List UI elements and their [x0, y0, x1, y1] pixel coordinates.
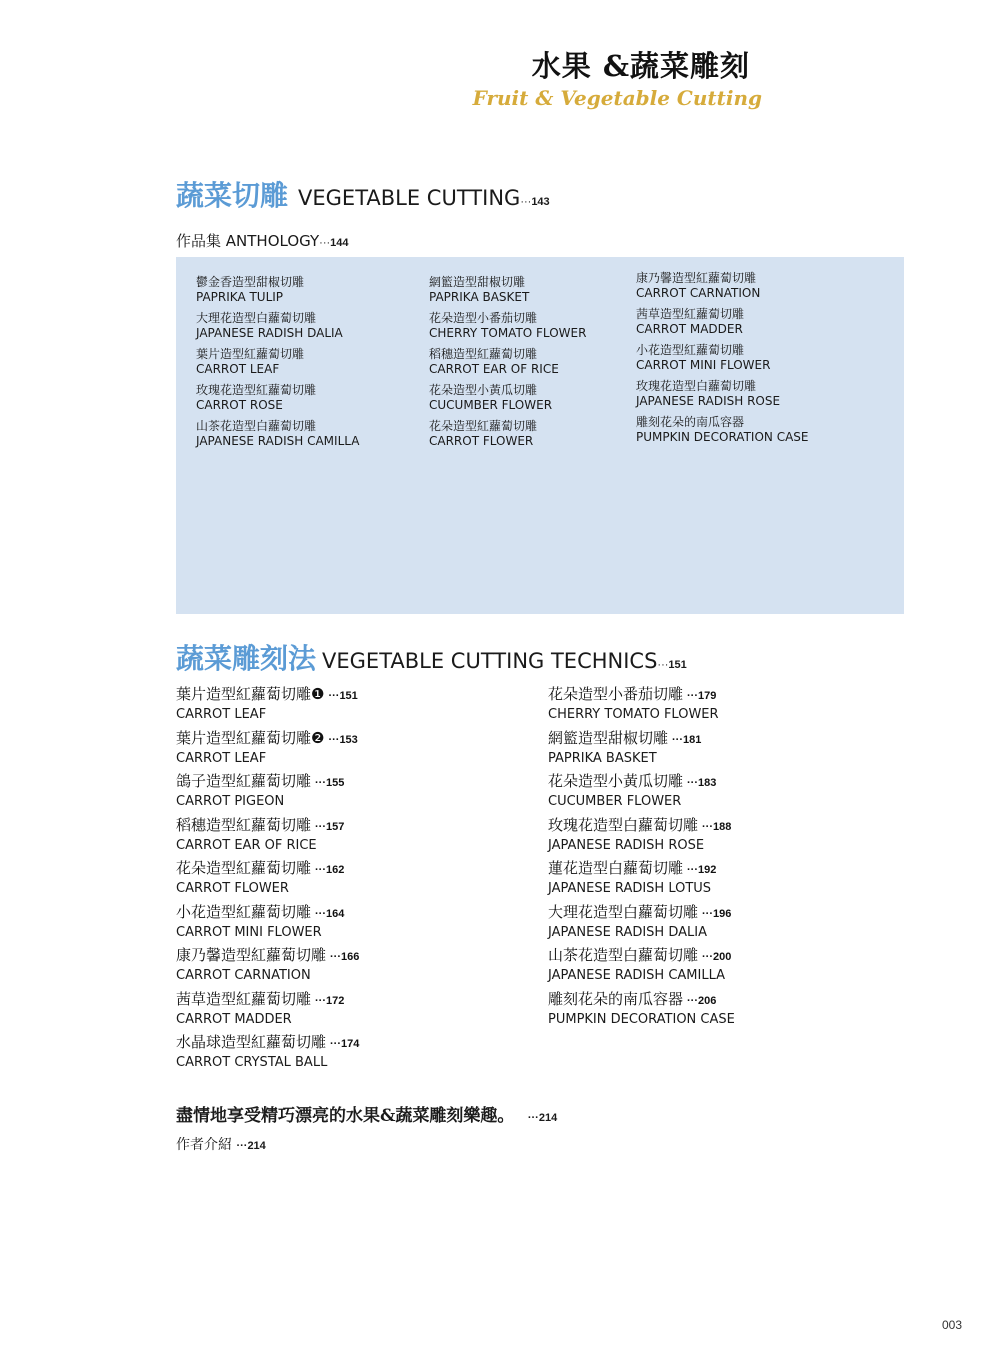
- technics-item-page: ···179: [687, 690, 717, 702]
- anthology-item-cn: 玫瑰花造型紅蘿蔔切雕: [196, 383, 317, 397]
- anthology-item-cn: 稻穗造型紅蘿蔔切雕: [429, 347, 538, 361]
- page-dots: ···: [657, 659, 669, 671]
- technics-item-en: JAPANESE RADISH LOTUS: [548, 881, 712, 896]
- technics-item: [548, 990, 735, 1034]
- anthology-item-en: CARROT CARNATION: [636, 286, 761, 300]
- technics-item-en: CARROT CARNATION: [176, 968, 311, 983]
- anthology-item: [196, 383, 359, 413]
- closing-line: [176, 1101, 557, 1126]
- anthology-item-en: JAPANESE RADISH DALIA: [196, 326, 343, 340]
- author-intro-line: [176, 1134, 266, 1154]
- technics-item-page: ···164: [315, 907, 345, 920]
- anthology-item-en: CARROT LEAF: [196, 362, 280, 376]
- anthology-item-en: CUCUMBER FLOWER: [429, 398, 553, 412]
- technics-item-page: ···181: [672, 733, 702, 746]
- technics-item: [176, 990, 359, 1034]
- anthology-item-en: CARROT ROSE: [196, 398, 283, 412]
- anthology-item: [429, 311, 586, 341]
- anthology-item-cn: 大理花造型白蘿蔔切雕: [196, 311, 317, 325]
- technics-item-cn: [548, 946, 735, 967]
- technics-item: [176, 1033, 359, 1077]
- anthology-column-1: [196, 275, 359, 455]
- technics-item: [548, 816, 735, 860]
- closing-page-number: ···214: [527, 1112, 558, 1124]
- anthology-item-cn: 花朵造型小番茄切雕: [429, 311, 538, 325]
- technics-item: [176, 772, 359, 816]
- page-number: 003: [941, 1318, 962, 1332]
- technics-item-title: 水晶球造型紅蘿蔔切雕: [176, 1033, 327, 1051]
- technics-item-page: ···196: [702, 907, 732, 920]
- technics-item-cn: [176, 990, 359, 1011]
- technics-item-cn: [176, 772, 359, 793]
- technics-item-en: CARROT MADDER: [176, 1011, 292, 1027]
- technics-item-en: CARROT FLOWER: [176, 881, 289, 896]
- technics-item-cn: [548, 859, 735, 880]
- technics-item: [548, 903, 735, 947]
- technics-item-title: 小花造型紅蘿蔔切雕: [176, 902, 312, 921]
- technics-item-en: CARROT PIGEON: [176, 794, 285, 809]
- technics-item-page: ···155: [315, 777, 345, 789]
- anthology-item: [636, 343, 808, 373]
- technics-item-title: 康乃馨造型紅蘿蔔切雕: [176, 946, 327, 964]
- anthology-item: [636, 379, 808, 409]
- technics-item-cn: [176, 685, 359, 706]
- technics-item-cn: [548, 990, 735, 1011]
- anthology-item: [429, 347, 586, 377]
- anthology-column-2: [429, 275, 586, 455]
- technics-item-page: ···174: [330, 1038, 360, 1050]
- technics-list-left: [176, 685, 359, 1077]
- section-title-cn: 蔬菜切雕: [176, 179, 289, 212]
- section-technics-heading: [176, 637, 687, 677]
- technics-item-en: JAPANESE RADISH DALIA: [548, 924, 707, 940]
- technics-item-en: CARROT LEAF: [176, 707, 267, 722]
- section-title-en: VEGETABLE CUTTING TECHNICS: [322, 649, 658, 673]
- anthology-item: [429, 419, 586, 449]
- author-intro-label: 作者介紹: [176, 1137, 232, 1153]
- technics-item-page: ···183: [687, 777, 717, 789]
- technics-item: [176, 946, 359, 990]
- anthology-item-cn: 雕刻花朵的南瓜容器: [636, 415, 745, 429]
- anthology-item-en: CARROT MINI FLOWER: [636, 358, 771, 372]
- technics-item-cn: [548, 903, 735, 924]
- anthology-item-cn: 山茶花造型白蘿蔔切雕: [196, 419, 317, 433]
- technics-item-en: CARROT LEAF: [176, 750, 267, 766]
- anthology-item-cn: 葉片造型紅蘿蔔切雕: [196, 347, 305, 361]
- technics-item-page: ···200: [702, 951, 732, 963]
- technics-item-page: ···206: [687, 994, 717, 1007]
- technics-item-cn: [176, 816, 359, 837]
- technics-item: [548, 729, 735, 773]
- book-title: 水果 &蔬菜雕刻: [531, 49, 750, 83]
- technics-item-page: ···157: [315, 820, 345, 833]
- author-page-number: ···214: [236, 1140, 266, 1152]
- technics-item-title: 雕刻花朵的南瓜容器: [548, 989, 684, 1008]
- page-dots: ···: [319, 237, 331, 249]
- technics-item-en: CHERRY TOMATO FLOWER: [548, 707, 719, 722]
- anthology-item-cn: 康乃馨造型紅蘿蔔切雕: [636, 271, 757, 285]
- technics-item-page: ···172: [315, 994, 345, 1007]
- anthology-label: 作品集 ANTHOLOGY: [176, 232, 320, 250]
- anthology-item: [196, 419, 359, 449]
- section-page-number: 151: [668, 659, 687, 671]
- technics-item: [176, 685, 359, 729]
- technics-item: [176, 903, 359, 947]
- book-subtitle: Fruit & Vegetable Cutting: [472, 86, 762, 110]
- technics-item-en: CUCUMBER FLOWER: [548, 794, 682, 809]
- anthology-item-en: PUMPKIN DECORATION CASE: [636, 430, 809, 444]
- technics-item-title: 花朵造型小黃瓜切雕: [548, 772, 684, 790]
- section-title-cn: 蔬菜雕刻法: [176, 642, 317, 675]
- technics-item-title: 花朵造型小番茄切雕: [548, 685, 684, 703]
- technics-item-page: ···153: [328, 733, 358, 746]
- anthology-item: [636, 307, 808, 337]
- technics-item-cn: [176, 946, 359, 967]
- technics-item: [548, 685, 735, 729]
- anthology-item-en: CHERRY TOMATO FLOWER: [429, 326, 587, 340]
- anthology-item-cn: 玫瑰花造型白蘿蔔切雕: [636, 379, 757, 393]
- anthology-item: [429, 275, 586, 305]
- section-title-en: VEGETABLE CUTTING: [298, 186, 521, 210]
- technics-item-en: JAPANESE RADISH ROSE: [548, 837, 705, 853]
- technics-item-cn: [176, 859, 359, 880]
- technics-item: [176, 816, 359, 860]
- anthology-item-en: PAPRIKA BASKET: [429, 290, 530, 304]
- anthology-item-en: PAPRIKA TULIP: [196, 290, 284, 304]
- anthology-item-en: CARROT MADDER: [636, 322, 743, 336]
- technics-item-title: 葉片造型紅蘿蔔切雕❷: [176, 728, 325, 747]
- anthology-item-en: JAPANESE RADISH ROSE: [636, 394, 781, 408]
- technics-item-page: ···162: [315, 864, 345, 876]
- technics-item-cn: [548, 772, 735, 793]
- section-vegetable-cutting-heading: [176, 174, 550, 214]
- technics-item: [548, 946, 735, 990]
- anthology-panel: [176, 257, 904, 614]
- anthology-item: [636, 415, 808, 445]
- closing-text: 盡情地享受精巧漂亮的水果&蔬菜雕刻樂趣。: [176, 1106, 506, 1126]
- technics-item-title: 鴿子造型紅蘿蔔切雕: [176, 772, 312, 790]
- anthology-item-cn: 花朵造型紅蘿蔔切雕: [429, 419, 538, 433]
- technics-item-page: ···188: [702, 820, 732, 833]
- anthology-item: [429, 383, 586, 413]
- anthology-item-cn: 鬱金香造型甜椒切雕: [196, 275, 305, 289]
- technics-item-title: 稻穗造型紅蘿蔔切雕: [176, 815, 312, 834]
- anthology-item: [636, 271, 808, 301]
- technics-item-title: 山茶花造型白蘿蔔切雕: [548, 946, 699, 964]
- technics-item-page: ···166: [330, 951, 360, 963]
- technics-item-en: JAPANESE RADISH CAMILLA: [548, 968, 726, 983]
- technics-item-title: 花朵造型紅蘿蔔切雕: [176, 859, 312, 877]
- technics-item-title: 葉片造型紅蘿蔔切雕❶: [176, 685, 325, 703]
- technics-item-title: 蓮花造型白蘿蔔切雕: [548, 859, 684, 877]
- technics-item-en: CARROT CRYSTAL BALL: [176, 1055, 328, 1070]
- technics-item: [176, 859, 359, 903]
- anthology-item-en: CARROT FLOWER: [429, 434, 534, 448]
- anthology-item-cn: 小花造型紅蘿蔔切雕: [636, 343, 745, 357]
- anthology-item-en: CARROT EAR OF RICE: [429, 362, 559, 376]
- technics-item-page: ···192: [687, 864, 717, 876]
- technics-item-en: PAPRIKA BASKET: [548, 750, 657, 766]
- technics-item-title: 網籃造型甜椒切雕: [548, 728, 669, 747]
- technics-item-en: CARROT EAR OF RICE: [176, 837, 317, 853]
- anthology-page-number: 144: [330, 237, 349, 249]
- technics-item-title: 玫瑰花造型白蘿蔔切雕: [548, 815, 699, 834]
- section-page-number: 143: [531, 196, 550, 208]
- technics-item: [176, 729, 359, 773]
- technics-item-cn: [548, 816, 735, 837]
- technics-item-cn: [176, 729, 359, 750]
- technics-item: [548, 772, 735, 816]
- anthology-heading: [176, 230, 349, 251]
- technics-item-page: ···151: [328, 690, 358, 702]
- technics-item-en: PUMPKIN DECORATION CASE: [548, 1011, 735, 1027]
- technics-list-right: [548, 685, 735, 1033]
- anthology-item-en: JAPANESE RADISH CAMILLA: [196, 434, 360, 448]
- anthology-column-3: [636, 271, 808, 451]
- technics-item-cn: [176, 903, 359, 924]
- technics-item-title: 茜草造型紅蘿蔔切雕: [176, 989, 312, 1008]
- technics-item-cn: [548, 729, 735, 750]
- technics-item-en: CARROT MINI FLOWER: [176, 924, 322, 940]
- anthology-item-cn: 網籃造型甜椒切雕: [429, 275, 526, 289]
- technics-item: [548, 859, 735, 903]
- page-dots: ···: [520, 196, 532, 208]
- anthology-item: [196, 275, 359, 305]
- anthology-item-cn: 茜草造型紅蘿蔔切雕: [636, 307, 745, 321]
- anthology-item: [196, 347, 359, 377]
- anthology-item-cn: 花朵造型小黃瓜切雕: [429, 383, 538, 397]
- technics-item-cn: [176, 1033, 359, 1054]
- technics-item-cn: [548, 685, 735, 706]
- anthology-item: [196, 311, 359, 341]
- technics-item-title: 大理花造型白蘿蔔切雕: [548, 902, 699, 921]
